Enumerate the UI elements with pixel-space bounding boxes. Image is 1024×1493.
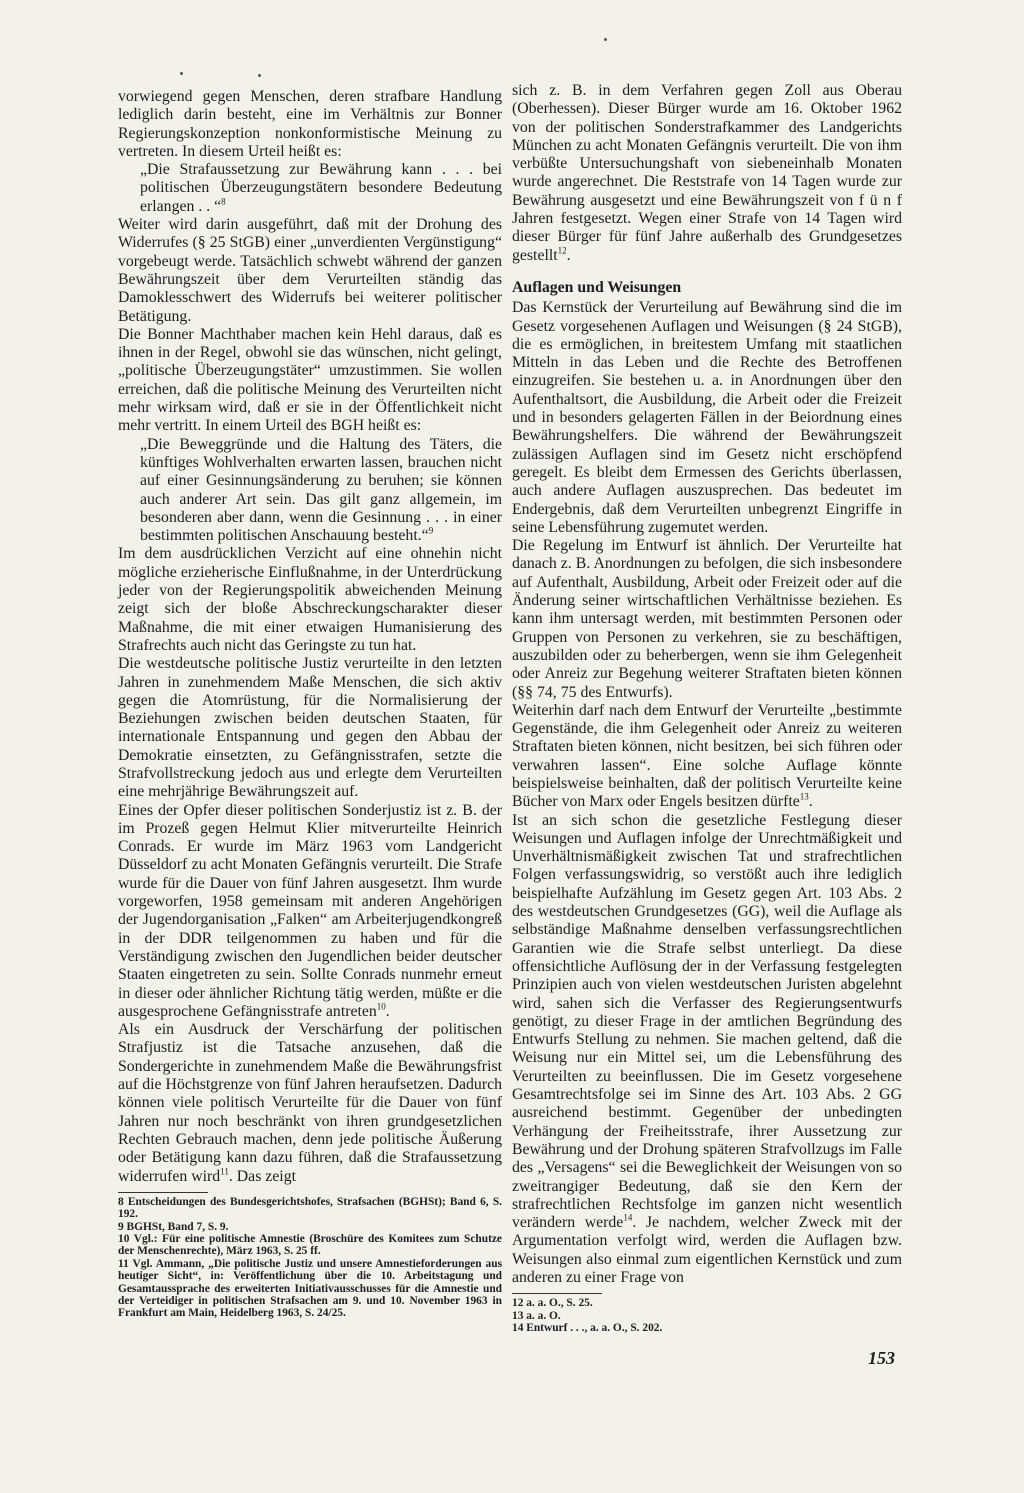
paragraph-text: Im dem ausdrücklichen Verzicht auf eine ohnehin nicht mögliche erzieherische Einflußnahme, in der Unterdrückung jeder von der Regierungspolitik abweichenden Meinung zeigt sich der bloße Abschreckungscharakter dieser Maßnahme, die mit einer etwaigen Humanisierung des Strafrechts auch nicht das Geringste zu tun hat. (118, 545, 502, 654)
paragraph (512, 537, 902, 702)
footnote: 12 a. a. O., S. 25. (512, 1297, 593, 1310)
footnote-marker: 12 (557, 245, 567, 256)
paragraph-text: „Die Beweggründe und die Haltung des Täters, die künftiges Wohlverhalten erwarten lassen, brauchen nicht auf einer Gesinnungsänderung zu beruhen; sie können auch anderer Art sein. Das gilt ganz allgemein, im besonderen aber dann, wenn die Gesinnung . . . in einer bestimmten politischen Anschauung besteht.“ (140, 435, 502, 545)
paragraph (118, 802, 502, 1022)
paragraph-text: Auflagen und Weisungen (512, 278, 682, 296)
paragraph-text: sich z. B. in dem Verfahren gegen Zoll aus Oberau (Oberhessen). Dieser Bürger wurde am 16. Oktober 1962 von der politischen Sonderstrafkammer des Landgerichts München zu acht Monaten Gefängnis verurteilt. Die von ihm verbüßte Untersuchungshaft von siebeneinhalb Monaten wurde angerechnet. Die Reststrafe von 14 Tagen wurde zur Bewährung ausgesetzt und eine Bewährungszeit von f ü n f Jahren festgesetzt. Wegen einer Strafe von 14 Tagen wird dieser Bürger für fünf Jahre außerhalb des Grundgesetzes gestellt (512, 82, 902, 264)
footnote: 8 Entscheidungen des Bundesgerichtshofes, Strafsachen (BGHSt); Band 6, S. 192. (118, 1195, 502, 1221)
paragraph (512, 82, 902, 265)
right-column-body (512, 82, 902, 1287)
footnote-marker: 9 (428, 525, 434, 536)
paragraph (118, 326, 502, 436)
paragraph-tail: . Das zeigt (228, 1167, 296, 1185)
paragraph (118, 216, 502, 326)
footnote-marker: 8 (221, 196, 226, 207)
footnote: 10 Vgl.: Für eine politische Amnestie (Broschüre des Komitees zum Schutze der Menschenrechte), März 1963, S. 25 ff. (118, 1233, 502, 1258)
paragraph (118, 88, 502, 161)
scan-speck (180, 72, 183, 75)
paragraph-text: Als ein Ausdruck der Verschärfung der politischen Strafjustiz ist die Tatsache anzusehen, daß die Sondergerichte in zunehmendem Maße die Bewährungsfrist auf die Höchstgrenze von fünf Jahren heraufsetzen. Dadurch können viele politisch Verurteilte für die Dauer von fünf Jahren nur noch beschränkt von ihren grundgesetzlichen Rechten Gebrauch machen, denn jede politische Äußerung oder Betätigung kann dazu führen, daß die Strafaussetzung widerrufen wird (118, 1021, 502, 1185)
paragraph-text: Das Kernstück der Verurteilung auf Bewährung sind die im Gesetz vorgesehenen Auflagen und Weisungen (§ 24 StGB), die es ermöglichen, in breitestem Umfang mit staatlichen Mitteln in das Leben und die Rechte des Betroffenen einzugreifen. Sie bestehen u. a. in Anordnungen über den Aufenthaltsort, die Ausbildung, die Arbeit oder die Freizeit und in besonders gelagerten Fällen in der Beiordnung eines Bewährungshelfers. Die während der Bewährungszeit zulässigen Auflagen sind im Gesetz nicht erschöpfend geregelt. Es bleibt dem Ermessen des Gerichts überlassen, auch andere Auflagen auszusprechen. Das bedeutet im Endergebnis, daß dem Verurteilten unbegrenzt Eingriffe in seine Lebensführung zugemutet werden. (512, 299, 902, 536)
paragraph-text: Eines der Opfer dieser politischen Sonderjustiz ist z. B. der im Prozeß gegen Helmut Klier mitverurteilte Heinrich Conrads. Er wurde im März 1963 vom Landgericht Düsseldorf zu acht Monaten Gefängnis verurteilt. Die Strafe wurde für die Dauer von fünf Jahren ausgesetzt. Ihm wurde vorgeworfen, 1958 gemeinsam mit anderen Angehörigen der Jugendorganisation „Falken“ am Arbeiterjugendkongreß in der DDR teilgenommen zu haben und für die Verständigung zwischen den Jugendlichen beider deutscher Staaten eingetreten zu sein. Sollte Conrads nunmehr erneut in dieser oder ähnlicher Richtung tätig werden, müßte er die ausgesprochene Gefängnisstrafe antreten (118, 801, 502, 1020)
paragraph-text: Ist an sich schon die gesetzliche Festlegung dieser Weisungen und Auflagen infolge der Unrechtmäßigkeit und Unverhältnismäßigkeit zwischen Tat und strafrechtlichen Folgen verfassungswidrig, so verstößt auch ihre lediglich beispielhafte Aufzählung im Gesetz gegen Art. 103 Abs. 2 des westdeutschen Grundgesetzes (GG), weil die Auflage als selbständige Maßnahme denselben verfassungsrechtlichen Garantien wie die Strafe selbst unterliegt. Da diese offensichtliche Auflösung der in der Verfassung festgelegten Prinzipien auch von vielen westdeutschen Juristen abgelehnt wird, sahen sich die Verfasser des Regierungsentwurfs genötigt, zu dieser Frage in der amtlichen Begründung des Entwurfs Stellung zu nehmen. Sie machen geltend, daß die Weisung nur ein Mittel sei, um die Lebensführung des Verurteilten zu beeinflussen. Die im Gesetz vorgesehene Gesamtrechtsfolge sei im Sinne des Art. 103 Abs. 2 GG ausreichend bestimmt. Gegenüber der unbedingten Verhängung der Freiheitsstrafe, ihrer Aussetzung zur Bewährung und der Drohung späteren Strafvollzugs im Falle des „Versagens“ sei die Beweglichkeit der Weisungen von so zweitrangiger Bedeutung, daß sie den Kern der strafrechtlichen Rechtsfolge im ganzen nicht wesentlich verändern werde (512, 811, 902, 1232)
paragraph (118, 655, 502, 801)
left-column-body (118, 88, 502, 1186)
section-heading (512, 279, 902, 297)
paragraph (512, 812, 902, 1288)
paragraph (512, 702, 902, 812)
paragraph (512, 299, 902, 537)
left-column (118, 88, 502, 1320)
footnote: 13 a. a. O. (512, 1309, 561, 1322)
footnote: 11 Vgl. Ammann, „Die politische Justiz und unsere Amnestieforderungen aus heutiger Sicht“, in: Veröffentlichung über die 10. Arbeitstagung und Gesamtaussprache des erweiterten Initiativausschusses für die Amnestie und der Verteidiger in politischen Strafsachen am 9. und 10. November 1963 in Frankfurt am Main, Heidelberg 1963, S. 24/25. (118, 1257, 502, 1320)
paragraph-tail: . (566, 246, 571, 264)
paragraph-tail: . (808, 793, 813, 811)
paragraph-text: Die Regelung im Entwurf ist ähnlich. Der Verurteilte hat danach z. B. Anordnungen zu befolgen, die sich insbesondere auf Aufenthalt, Ausbildung, Arbeit oder Freizeit oder auf die Änderung seiner wirtschaftlichen Verhältnisse beziehen. Es kann ihm untersagt werden, mit bestimmten Personen oder Gruppen von Personen zu verkehren, sie zu beschäftigen, auszubilden oder zu beherbergen, wenn sie ihm Gelegenheit oder Anreiz zur Begehung weiterer Straftaten bieten können (§§ 74, 75 des Entwurfs). (512, 537, 902, 701)
paragraph-text: „Die Strafaussetzung zur Bewährung kann . . . bei politischen Überzeugungstätern besondere Bedeutung erlangen . . “ (140, 161, 502, 215)
footnote-marker: 10 (376, 1001, 386, 1012)
block-quote (140, 161, 502, 216)
paragraph-tail: . Je nachdem, welcher Zweck mit der Argumentation verfolgt wird, werden die Auflagen bzw. Weisungen also einmal zum eigentlichen Kernstück und zum anderen zu einer Frage von (512, 1214, 902, 1286)
page-number: 153 (868, 1348, 895, 1368)
paragraph-text: Weiterhin darf nach dem Entwurf der Verurteilte „bestimmte Gegenstände, die ihm Gelegenheit oder Anreiz zu weiteren Straftaten bieten können, nicht besitzen, bei sich führen oder verwahren lassen“. Eine solche Auflage könnte beispielsweise beinhalten, daß der politisch Verurteilte keine Bücher von Marx oder Engels besitzen dürfte (512, 701, 902, 811)
footnote: 14 Entwurf . . ., a. a. O., S. 202. (512, 1322, 663, 1335)
footnote: 9 BGHSt, Band 7, S. 9. (118, 1220, 229, 1233)
scan-speck (258, 74, 261, 77)
paragraph-text: Die westdeutsche politische Justiz verurteilte in den letzten Jahren in zunehmendem Maße Menschen, die sich aktiv gegen die Atomrüstung, für die Normalisierung der Beziehungen zwischen beiden deutschen Staaten, für internationale Entspannung und gegen den Abbau der Demokratie einsetzten, zu Gefängnisstrafen, setzte die Strafvollstreckung jedoch aus und erlegte dem Verurteilten eine mehrjährige Bewährungszeit auf. (118, 655, 502, 801)
paragraph (118, 1021, 502, 1186)
paragraph-text: Weiter wird darin ausgeführt, daß mit der Drohung des Widerrufes (§ 25 StGB) einer „unverdienten Vergünstigung“ vorgebeugt werde. Tatsächlich schwebt während der ganzen Bewährungszeit über dem Verurteilten ständig das Damoklesschwert des Widerrufs bei weiterer politischer Betätigung. (118, 216, 502, 325)
footnote-marker: 13 (799, 792, 809, 803)
block-quote (140, 436, 502, 546)
footnote-marker: 11 (220, 1166, 229, 1177)
footnote-marker: 14 (623, 1212, 633, 1223)
right-column (512, 82, 902, 1335)
scan-speck (604, 38, 607, 41)
paragraph (118, 545, 502, 655)
right-footnotes (512, 1293, 902, 1334)
paragraph-text: vorwiegend gegen Menschen, deren strafbare Handlung lediglich darin besteht, eine im Verhältnis zur Bonner Regierungskonzeption nonkonformistische Meinung zu vertreten. In diesem Urteil heißt es: (118, 88, 502, 160)
paragraph-text: Die Bonner Machthaber machen kein Hehl daraus, daß es ihnen in der Regel, obwohl sie das wünschen, nicht gelingt, „politische Überzeugungstäter“ umzustimmen. Sie wollen erreichen, daß die politische Meinung des Verurteilten nicht mehr wirksam wird, daß er sie in der Öffentlichkeit nicht mehr vertritt. In einem Urteil des BGH heißt es: (118, 325, 502, 435)
paragraph-tail: . (385, 1002, 390, 1020)
left-footnotes (118, 1192, 502, 1320)
